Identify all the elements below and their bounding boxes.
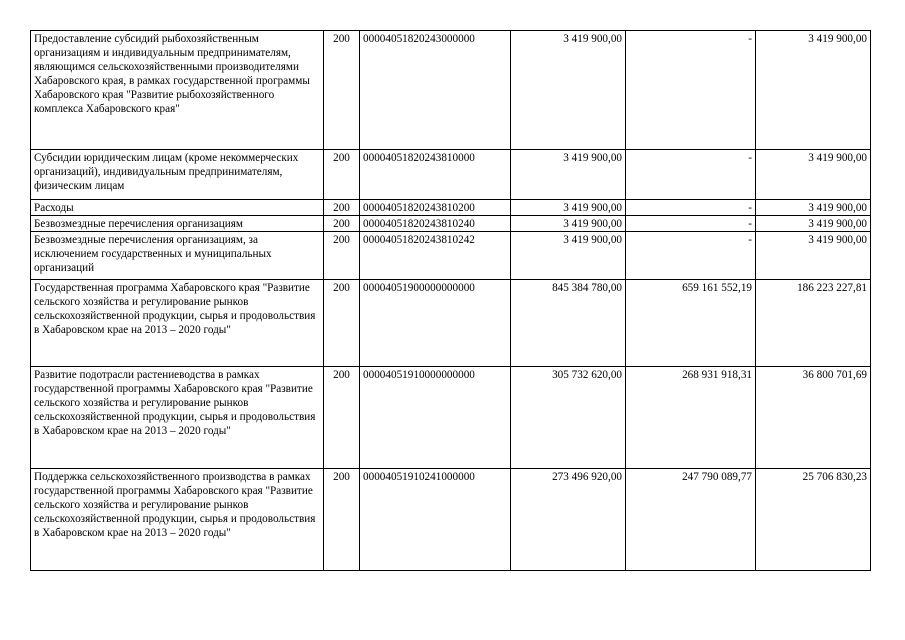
executed-amount-cell: -: [626, 216, 756, 232]
expense-name-cell: Государственная программа Хабаровского края "Развитие сельского хозяйства и регулирование рынков сельскохозяйственной продукции, сырья и продовольствия в Хабаровском крае на 2013 – 2020 годы": [31, 280, 324, 367]
remaining-amount-cell: 3 419 900,00: [756, 31, 871, 150]
expense-name-cell: Развитие подотрасли растениеводства в рамках государственной программы Хабаровского края "Развитие сельского хозяйства и регулирование рынков сельскохозяйственной продукции, сырья и продовольствия в Хабаровском крае на 2013 – 2020 годы": [31, 367, 324, 469]
line-code-cell: 200: [324, 150, 360, 200]
approved-amount-cell: 3 419 900,00: [511, 216, 626, 232]
classification-code-cell: 00004051820243810000: [360, 150, 511, 200]
approved-amount-cell: 845 384 780,00: [511, 280, 626, 367]
approved-amount-cell: 3 419 900,00: [511, 31, 626, 150]
line-code-cell: 200: [324, 216, 360, 232]
approved-amount-cell: 3 419 900,00: [511, 232, 626, 280]
classification-code-cell: 00004051820243810240: [360, 216, 511, 232]
table-row: [31, 232, 871, 280]
expense-name-cell: Безвозмездные перечисления организациям: [31, 216, 324, 232]
executed-amount-cell: -: [626, 31, 756, 150]
table-row: [31, 150, 871, 200]
table-row: [31, 200, 871, 216]
approved-amount-cell: 273 496 920,00: [511, 469, 626, 571]
executed-amount-cell: 268 931 918,31: [626, 367, 756, 469]
expense-name-cell: Расходы: [31, 200, 324, 216]
table-row: [31, 31, 871, 150]
classification-code-cell: 00004051900000000000: [360, 280, 511, 367]
classification-code-cell: 00004051910241000000: [360, 469, 511, 571]
budget-report-page: [30, 30, 871, 571]
classification-code-cell: 00004051820243810242: [360, 232, 511, 280]
remaining-amount-cell: 3 419 900,00: [756, 216, 871, 232]
expense-name-cell: Поддержка сельскохозяйственного производства в рамках государственной программы Хабаровского края "Развитие сельского хозяйства и регулирование рынков сельскохозяйственной продукции, сырья и продовольствия в Хабаровском крае на 2013 – 2020 годы": [31, 469, 324, 571]
line-code-cell: 200: [324, 367, 360, 469]
approved-amount-cell: 305 732 620,00: [511, 367, 626, 469]
table-row: [31, 367, 871, 469]
remaining-amount-cell: 3 419 900,00: [756, 232, 871, 280]
executed-amount-cell: 247 790 089,77: [626, 469, 756, 571]
classification-code-cell: 00004051820243000000: [360, 31, 511, 150]
table-row: [31, 469, 871, 571]
executed-amount-cell: -: [626, 150, 756, 200]
remaining-amount-cell: 36 800 701,69: [756, 367, 871, 469]
classification-code-cell: 00004051820243810200: [360, 200, 511, 216]
expense-name-cell: Безвозмездные перечисления организациям, за исключением государственных и муниципальных организаций: [31, 232, 324, 280]
table-row: [31, 216, 871, 232]
classification-code-cell: 00004051910000000000: [360, 367, 511, 469]
line-code-cell: 200: [324, 200, 360, 216]
remaining-amount-cell: 25 706 830,23: [756, 469, 871, 571]
table-row: [31, 280, 871, 367]
budget-execution-table: [30, 30, 871, 571]
remaining-amount-cell: 3 419 900,00: [756, 200, 871, 216]
line-code-cell: 200: [324, 469, 360, 571]
approved-amount-cell: 3 419 900,00: [511, 150, 626, 200]
executed-amount-cell: -: [626, 200, 756, 216]
line-code-cell: 200: [324, 31, 360, 150]
executed-amount-cell: -: [626, 232, 756, 280]
remaining-amount-cell: 3 419 900,00: [756, 150, 871, 200]
executed-amount-cell: 659 161 552,19: [626, 280, 756, 367]
line-code-cell: 200: [324, 232, 360, 280]
line-code-cell: 200: [324, 280, 360, 367]
expense-name-cell: Субсидии юридическим лицам (кроме некоммерческих организаций), индивидуальным предпринимателям, физическим лицам: [31, 150, 324, 200]
expense-name-cell: Предоставление субсидий рыбохозяйственным организациям и индивидуальным предпринимателям, являющимся сельскохозяйственными производителями Хабаровского края, в рамках государственной программы Хабаровского края "Развитие рыбохозяйственного комплекса Хабаровского края": [31, 31, 324, 150]
remaining-amount-cell: 186 223 227,81: [756, 280, 871, 367]
approved-amount-cell: 3 419 900,00: [511, 200, 626, 216]
